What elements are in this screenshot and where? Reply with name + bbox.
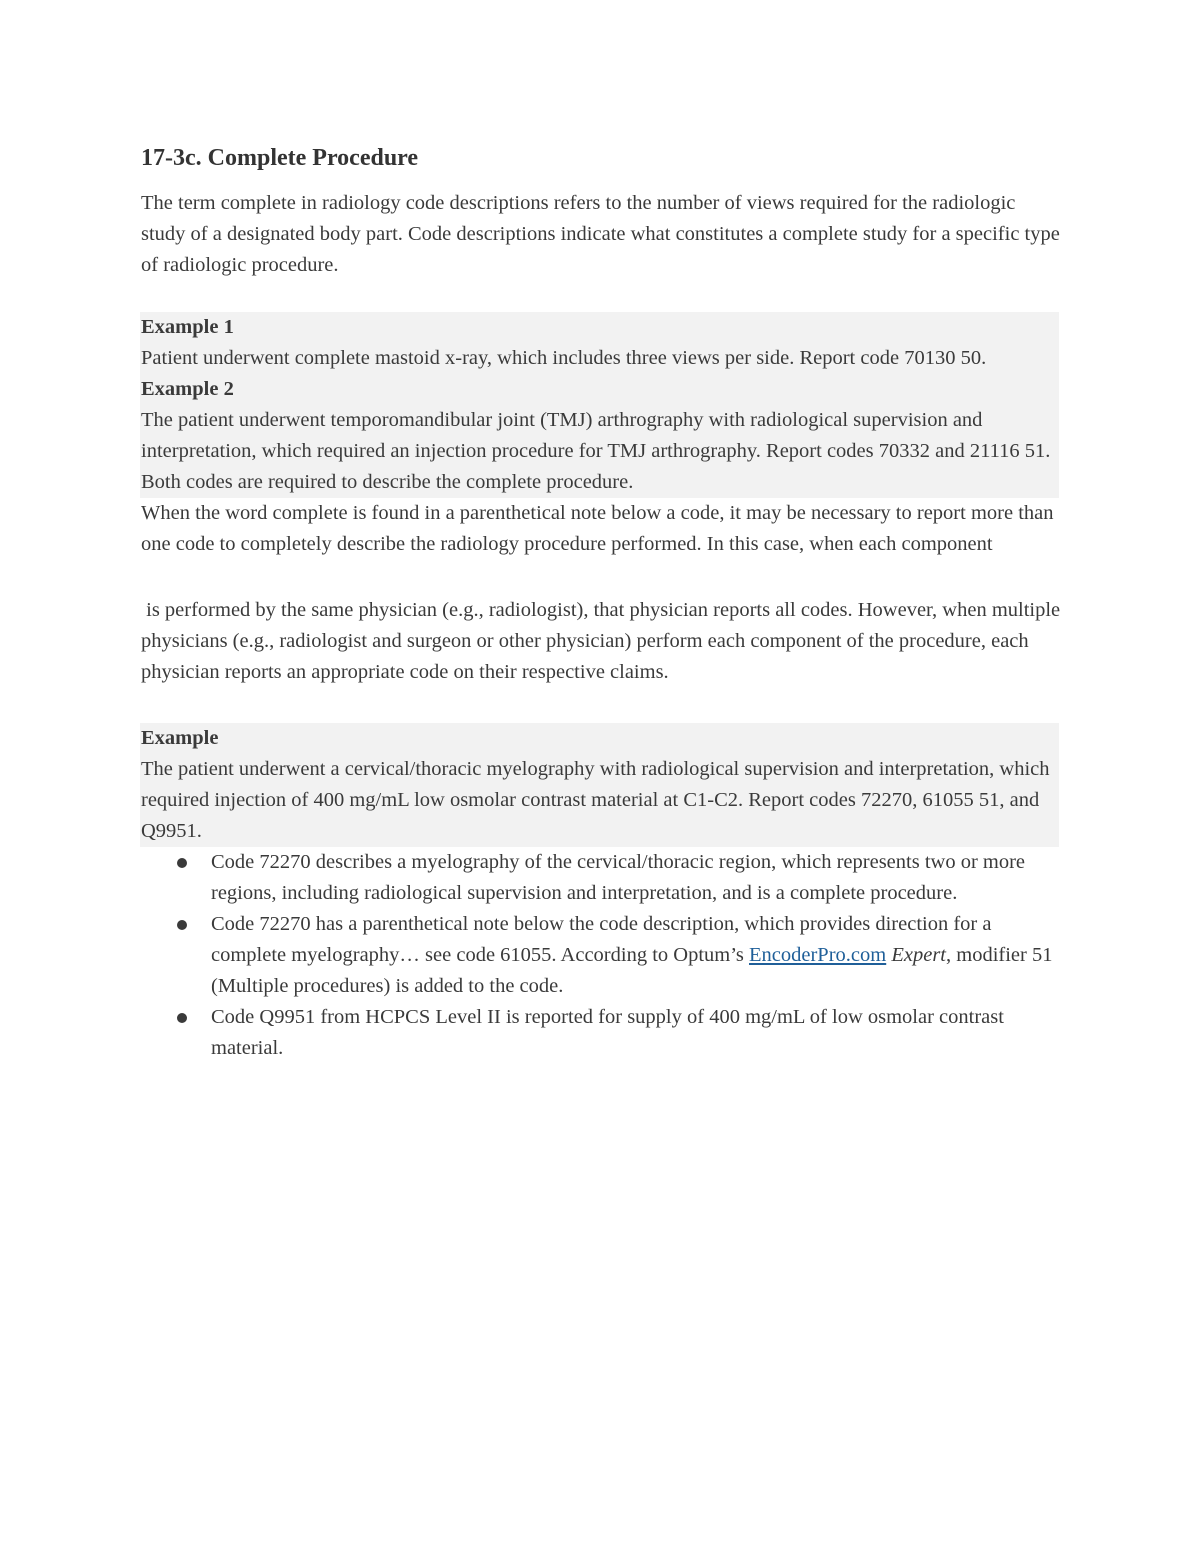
example-2-label: Example 2: [141, 378, 234, 400]
document-page: [141, 140, 1066, 1064]
list-item-text: Code 72270 describes a myelography of the cervical/thoracic region, which represents two or more regions, including radiological supervision and interpretation, and is a complete procedure.: [211, 851, 1026, 904]
examples-box: [140, 312, 1059, 498]
expert-italic-text: Expert: [891, 944, 946, 966]
example-1-label: Example 1: [141, 316, 234, 338]
section-title: 17-3c. Complete Procedure: [141, 145, 419, 171]
bullet-icon: [177, 858, 187, 868]
bullet-icon: [177, 920, 187, 930]
example-3-label: Example: [141, 727, 219, 749]
explanation-list: [141, 847, 1061, 1064]
list-item-text: Code 72270 has a parenthetical note below the code description, which provides direction for a complete myelography… see code 61055. According to Optum’s: [211, 913, 992, 966]
spacer: [141, 560, 1061, 595]
list-item-text: Code Q9951 from HCPCS Level II is reported for supply of 400 mg/mL of low osmolar contrast material.: [211, 1006, 1004, 1059]
spacer: [141, 688, 1061, 723]
intro-paragraph: The term complete in radiology code descriptions refers to the number of views required for the radiologic study of a designated body part. Code descriptions indicate what constitutes a complete study for a specific type of radiologic procedure.: [141, 192, 1060, 276]
complete-note-paragraph-1: When the word complete is found in a parenthetical note below a code, it may be necessary to report more than one code to completely describe the radiology procedure performed. In this case, when each component: [141, 502, 1054, 555]
bullet-icon: [177, 1013, 187, 1023]
list-item-text-tail: , modifier 51 (Multiple procedures) is added to the code.: [211, 944, 1053, 997]
example-1-text: Patient underwent complete mastoid x-ray, which includes three views per side. Report code 70130 50.: [141, 347, 987, 369]
example-3-text: The patient underwent a cervical/thoracic myelography with radiological supervision and interpretation, which required injection of 400 mg/mL low osmolar contrast material at C1-C2. Report codes 72270, 61055 51, and Q9951.: [141, 758, 1050, 842]
encoderpro-link[interactable]: EncoderPro.com: [749, 944, 887, 966]
example-2-text: The patient underwent temporomandibular joint (TMJ) arthrography with radiological supervision and interpretation, which required an injection procedure for TMJ arthrography. Report codes 70332 and 21116 51. Both codes are required to describe the complete procedure.: [141, 409, 1051, 493]
list-item: [211, 1002, 1061, 1064]
list-item: [211, 909, 1061, 1002]
complete-note-paragraph-2: is performed by the same physician (e.g., radiologist), that physician reports all codes. However, when multiple physicians (e.g., radiologist and surgeon or other physician) perform each component of the procedure, each physician reports an appropriate code on their respective claims.: [141, 599, 1066, 683]
example-3-box: [140, 723, 1059, 847]
list-item: [211, 847, 1061, 909]
